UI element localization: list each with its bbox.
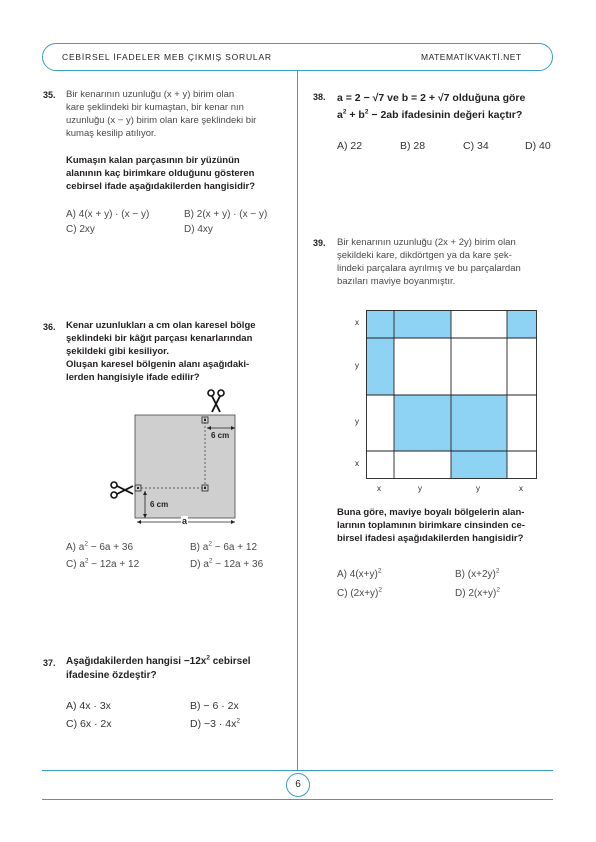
q35-text-line: uzunluğu (x − y) birim olan kare şeklindeki bir <box>66 115 257 126</box>
q36-text-line: şekildeki gibi kesiliyor. <box>66 346 169 357</box>
grid-left-label: y <box>355 361 359 370</box>
q37-number: 37. <box>43 658 56 668</box>
label-a: a <box>182 516 188 526</box>
header-title: CEBİRSEL İFADELER MEB ÇIKMIŞ SORULAR <box>62 52 272 62</box>
header-site: MATEMATİKVAKTİ.NET <box>421 52 522 62</box>
q37-option-d[interactable]: $D) -3 \cdot 4x^2$ <box>190 717 241 730</box>
q35-number: 35. <box>43 90 56 100</box>
q36-text-line: Kenar uzunlukları a cm olan karesel bölge <box>66 320 256 331</box>
grid-left-label: y <box>355 417 359 426</box>
scissors-icon <box>111 482 133 498</box>
scissors-icon <box>208 390 224 412</box>
q39-question-line: birsel ifadesi aşağıdakilerden hangisidir? <box>337 533 524 544</box>
q35-text-line: kumaş kesilip atılıyor. <box>66 128 157 139</box>
q38-question: a = 2 − √7 ve b = 2 + √7 olduğuna göre $a^2 + b^2 - 2ab$ ifadesinin değeri kaçtır? <box>337 92 526 121</box>
q36-option-d[interactable]: D) $a^2 - 12a + 36$ <box>190 557 264 570</box>
q38-option-c[interactable]: C) 34 <box>463 140 489 152</box>
q37-option-b[interactable]: B) − 6 · 2x <box>190 700 239 712</box>
q35-option-d[interactable]: D) 4xy <box>184 224 213 235</box>
q37-question-line2: ifadesine özdeştir? <box>66 670 157 681</box>
q39-option-b[interactable]: B) $(x+2y)^2$ <box>455 567 500 580</box>
q36-text-line: Oluşan karesel bölgenin alanı aşağıdaki- <box>66 359 250 370</box>
q39-text-line: şekildeki kare, dikdörtgen ya da kare şek- <box>337 250 512 261</box>
label-6cm-top: 6 cm <box>211 431 230 440</box>
page-number: 6 <box>286 773 310 797</box>
q36-option-c[interactable]: C) $a^2 - 12a + 12$ <box>66 557 140 570</box>
footer-line-lower <box>42 799 553 800</box>
column-divider <box>297 71 298 771</box>
grid-bottom-label: x <box>377 484 381 493</box>
q36-option-b[interactable]: B) $a^2 - 6a + 12$ <box>190 540 258 553</box>
q38-option-d[interactable]: D) 40 <box>525 140 551 152</box>
q39-text <box>337 236 521 288</box>
q38-option-a[interactable]: A) 22 <box>337 140 363 152</box>
q35-option-a[interactable]: A) 4(x + y) · (x − y) <box>66 209 150 220</box>
q39-option-a[interactable]: A) $4(x+y)^2$ <box>337 567 382 580</box>
q39-option-d[interactable]: D) $2(x+y)^2$ <box>455 586 501 599</box>
q35-question-line: cebirsel ifade aşağıdakilerden hangisidir? <box>66 181 256 192</box>
grid-bottom-label: y <box>418 484 422 493</box>
q37-option-c[interactable]: C) 6x · 2x <box>66 718 112 730</box>
q38-question-line1: a = 2 − √7 ve b = 2 + √7 olduğuna göre <box>337 92 526 104</box>
q35-option-b[interactable]: B) 2(x + y) · (x − y) <box>184 209 268 220</box>
q39-option-c[interactable]: C) $(2x+y)^2$ <box>337 586 383 599</box>
q35-text <box>66 88 256 140</box>
q35-question-line: alanının kaç birimkare olduğunu gösteren <box>66 168 255 179</box>
q39-text-line: Bir kenarının uzunluğu (2x + 2y) birim olan <box>337 237 516 248</box>
q39-question-line: larının toplamının birimkare cinsinden ce- <box>337 520 525 531</box>
q35-option-c[interactable]: C) 2xy <box>66 224 95 235</box>
q39-text-line: bazıları maviye boyanmıştır. <box>337 276 456 287</box>
q39-question <box>337 506 525 545</box>
q35-question-line: Kumaşın kalan parçasının bir yüzünün <box>66 155 240 166</box>
grid-left-label: x <box>355 318 359 327</box>
q35-text-line: kare şeklindeki bir kumaştan, bir kenar nın <box>66 102 244 113</box>
q37-option-a[interactable]: A) 4x · 3x <box>66 700 111 712</box>
q38-number: 38. <box>313 92 326 102</box>
q36-option-a[interactable]: A) $a^2 - 6a + 36$ <box>66 540 134 553</box>
q39-grid <box>366 310 537 479</box>
grid-bottom-label: x <box>519 484 523 493</box>
q39-text-line: lindeki parçalara ayrılmış ve bu parçalardan <box>337 263 521 274</box>
label-6cm-left: 6 cm <box>150 500 169 509</box>
grid-bottom-label: y <box>476 484 480 493</box>
q36-text <box>66 319 256 384</box>
q38-option-b[interactable]: B) 28 <box>400 140 426 152</box>
q36-number: 36. <box>43 322 56 332</box>
footer-line <box>42 770 553 771</box>
q35-text-line: Bir kenarının uzunluğu (x + y) birim olan <box>66 89 235 100</box>
q36-figure <box>100 385 250 533</box>
q36-text-line: lerden hangisiyle ifade edilir? <box>66 372 200 383</box>
q39-question-line: Buna göre, maviye boyalı bölgelerin alan- <box>337 507 525 518</box>
grid-left-label: x <box>355 459 359 468</box>
q39-number: 39. <box>313 238 326 248</box>
q37-question: Aşağıdakilerden hangisi $-12x^2$ cebirsel ifadesine özdeştir? <box>66 654 251 681</box>
q36-text-line: şeklindeki bir kâğıt parçası kenarlarından <box>66 333 253 344</box>
q35-question <box>66 154 255 193</box>
